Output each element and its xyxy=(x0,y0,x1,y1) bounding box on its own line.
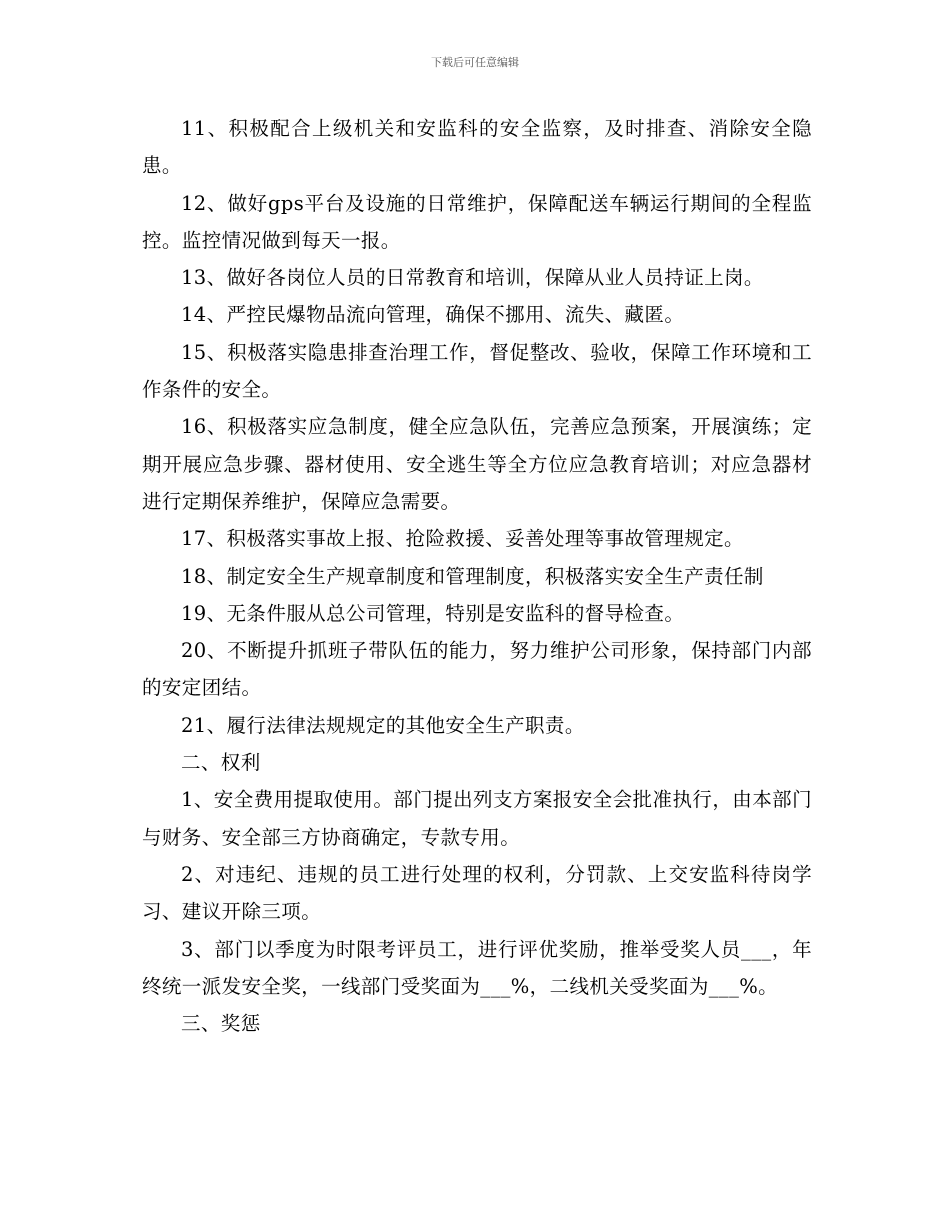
paragraph-item-20: 20、不断提升抓班子带队伍的能力，努力维护公司形象，保持部门内部的安定团结。 xyxy=(142,639,812,700)
section-heading-rewards-penalties: 三、奖惩 xyxy=(181,1012,261,1036)
paragraph-item-15: 15、积极落实隐患排查治理工作，督促整改、验收，保障工作环境和工作条件的安全。 xyxy=(142,340,812,402)
paragraph-item-17: 17、积极落实事故上报、抢险救援、妥善处理等事故管理规定。 xyxy=(181,527,744,551)
paragraph-item-16: 16、积极落实应急制度，健全应急队伍，完善应急预案，开展演练；定期开展应急步骤、器材使用、安全逃生等全方位应急教育培训；对应急器材进行定期保养维护，保障应急需要。 xyxy=(142,415,812,513)
paragraph-item-19: 19、无条件服从总公司管理，特别是安监科的督导检查。 xyxy=(181,601,685,625)
paragraph-item-21: 21、履行法律法规规定的其他安全生产职责。 xyxy=(181,713,585,737)
paragraph-item-11: 11、积极配合上级机关和安监科的安全监察，及时排查、消除安全隐患。 xyxy=(142,117,812,178)
paragraph-item-14: 14、严控民爆物品流向管理，确保不挪用、流失、藏匿。 xyxy=(181,303,685,327)
paragraph-item-12: 12、做好gps平台及设施的日常维护，保障配送车辆运行期间的全程监控。监控情况做到每天一报。 xyxy=(142,191,812,252)
rights-item-1: 1、安全费用提取使用。部门提出列支方案报安全会批准执行，由本部门与财务、安全部三方协商确定，专款专用。 xyxy=(142,788,812,849)
rights-item-3: 3、部门以季度为时限考评员工，进行评优奖励，推举受奖人员___，年终统一派发安全奖，一线部门受奖面为___%，二线机关受奖面为___%。 xyxy=(142,937,812,998)
section-heading-rights: 二、权利 xyxy=(181,751,261,775)
rights-item-2: 2、对违纪、违规的员工进行处理的权利，分罚款、上交安监科待岗学习、建议开除三项。 xyxy=(142,862,812,924)
paragraph-item-13: 13、做好各岗位人员的日常教育和培训，保障从业人员持证上岗。 xyxy=(181,266,764,290)
page-header-note: 下载后可任意编辑 xyxy=(431,56,519,69)
document-body xyxy=(142,110,812,1042)
paragraph-item-18: 18、制定安全生产规章制度和管理制度，积极落实安全生产责任制 xyxy=(181,564,764,588)
